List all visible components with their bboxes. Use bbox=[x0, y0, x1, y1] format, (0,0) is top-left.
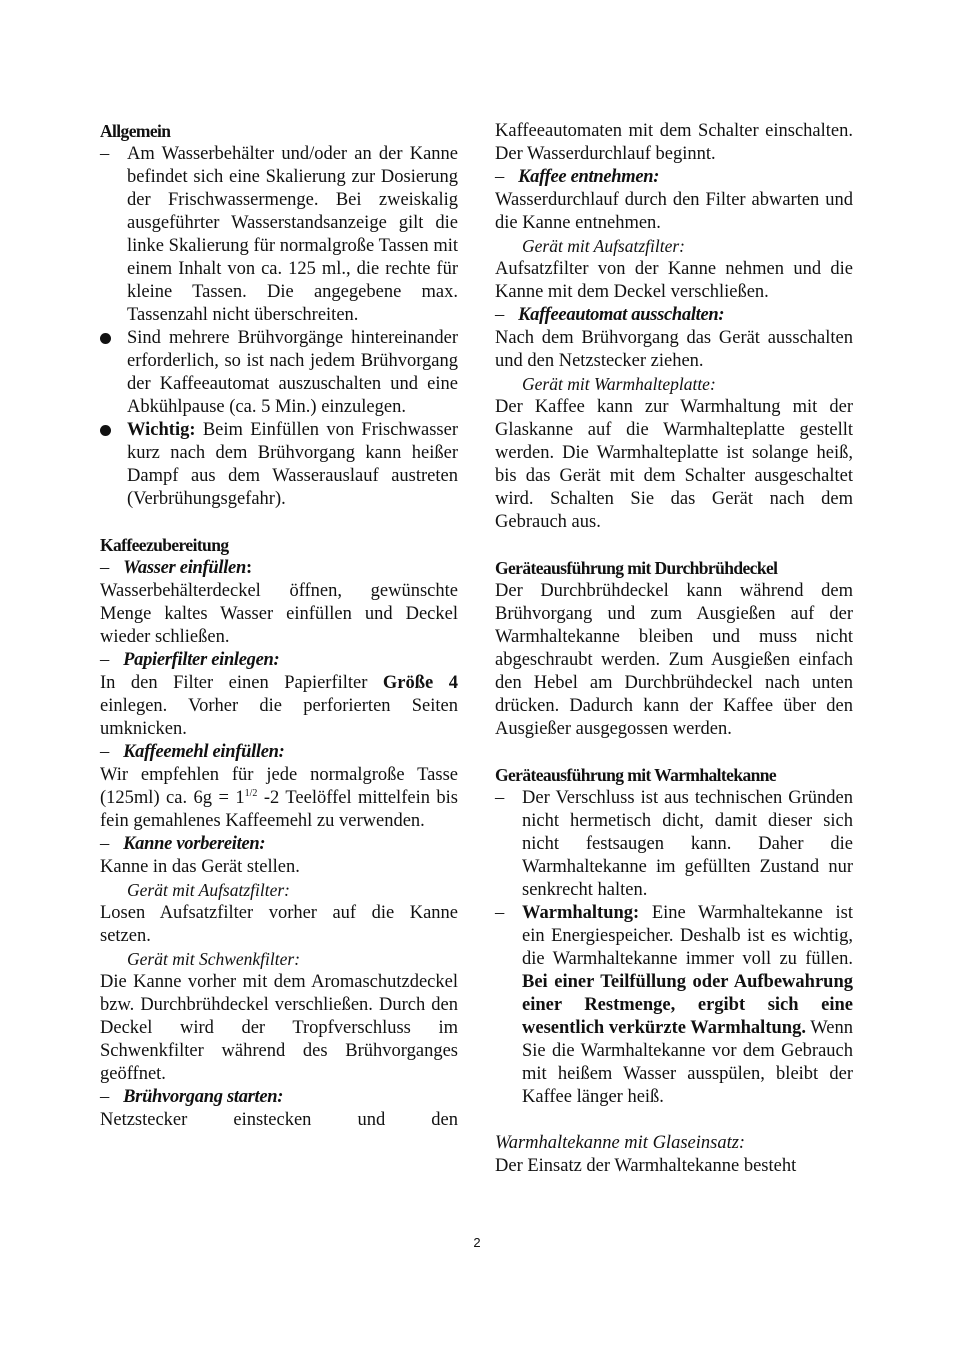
step-text: Aufsatzfilter von der Kanne nehmen und die Kanne mit dem Deckel verschließen. bbox=[495, 259, 853, 302]
variant-label: Gerät mit Aufsatzfilter: bbox=[127, 880, 291, 900]
heading-durchbruehdeckel: Geräteausführung mit Durchbrühdeckel bbox=[495, 558, 778, 578]
variant-label: Gerät mit Schwenkfilter: bbox=[127, 949, 301, 969]
step-label: – Kaffeeautomat ausschalten: bbox=[495, 305, 725, 325]
heading-warmhaltekanne: Geräteausführung mit Warmhaltekanne bbox=[495, 765, 777, 785]
list-item: – Der Verschluss ist aus technischen Gründen nicht hermetisch dicht, damit dieser sich nicht festsaugen kann. Daher die Warmhaltekanne im gefüllten Zustand nur senkrecht halten. bbox=[495, 788, 853, 900]
list-item: – Am Wasserbehälter und/oder an der Kanne befindet sich eine Skalierung zur Dosierung der Frischwassermenge. Bei zweiskalig ausgeführter Wasserstandsanzeige gilt die linke Skalierung für normalgroße Tassen mit einem Inhalt von ca. 125 ml., die rechte für kleine Tassen. Die angegebene max. Tassenzahl nicht überschreiten. bbox=[100, 144, 458, 325]
heading-allgemein: Allgemein bbox=[100, 121, 171, 141]
list-item: Sind mehrere Brühvorgänge hintereinander erforderlich, so ist nach jedem Brühvorgang der Kaffeeautomat auszuschalten und eine Abkühlpause (ca. 5 Min.) einzulegen. bbox=[100, 327, 458, 419]
bullet-icon bbox=[100, 327, 120, 351]
step-text: Die Kanne vorher mit dem Aromaschutzdeckel bzw. Durchbrühdeckel verschließen. Durch den Deckel wird der Tropfverschluss im Schwenkfilter während des Brühvorganges geöffnet. bbox=[100, 972, 458, 1084]
step-label: – Kaffeemehl einfüllen: bbox=[100, 742, 285, 762]
list-item: – Warmhaltung: Eine Warmhaltekanne ist ein Energiespeicher. Deshalb ist es wichtig, die Warmhaltekanne immer voll zu füllen. Bei einer Teilfüllung oder Aufbewahrung einer Restmenge, ergibt sich eine wesentlich verkürzte Warmhaltung. Wenn Sie die Warmhaltekanne vor dem Gebrauch mit heißem Wasser ausspülen, bleibt der Kaffee länger heiß. bbox=[495, 903, 853, 1107]
section-text: Der Durchbrühdeckel kann während dem Brühvorgang und zum Ausgießen auf der Warmhaltekanne bleiben und muss nicht abgeschraubt werden. Zum Ausgießen einfach den Hebel am Durchbrühdeckel nach unten drücken. Dadurch kann der Kaffee über den Ausgießer ausgegossen werden. bbox=[495, 581, 853, 739]
variant-label: Gerät mit Aufsatzfilter: bbox=[522, 236, 686, 256]
step-label: – Brühvorgang starten: bbox=[100, 1087, 284, 1107]
step-text: Wasserdurchlauf durch den Filter abwarten und die Kanne entnehmen. bbox=[495, 190, 853, 233]
list-item: Wichtig: Beim Einfüllen von Frischwasser kurz nach dem Brühvorgang kann heißer Dampf aus dem Wasserauslauf austreten (Verbrühungsgefahr). bbox=[100, 419, 458, 511]
step-label: – Kaffee entnehmen: bbox=[495, 167, 660, 187]
variant-label: Warmhaltekanne mit Glaseinsatz: bbox=[495, 1133, 746, 1153]
step-text: Der Kaffee kann zur Warmhaltung mit der Glaskanne auf die Warmhalteplatte gestellt werden. Die Warmhalteplatte ist solange heiß, bis das Gerät mit dem Schalter ausgeschaltet wird. Schalten Sie das Gerät nach dem Gebrauch aus. bbox=[495, 397, 853, 532]
step-text: Kaffeeautomaten mit dem Schalter einschalten. Der Wasserdurchlauf beginnt. bbox=[495, 121, 853, 164]
step-text: In den Filter einen Papierfilter Größe 4 einlegen. Vorher die perforierten Seiten umknicken. bbox=[100, 673, 458, 739]
step-label: – Wasser einfüllen: bbox=[100, 558, 253, 578]
bullet-icon bbox=[100, 419, 120, 443]
step-text: Losen Aufsatzfilter vorher auf die Kanne setzen. bbox=[100, 903, 458, 946]
step-text: Der Einsatz der Warmhaltekanne besteht bbox=[495, 1156, 797, 1176]
right-column bbox=[495, 120, 853, 1178]
step-label: – Papierfilter einlegen: bbox=[100, 650, 280, 670]
variant-label: Gerät mit Warmhalteplatte: bbox=[522, 374, 716, 394]
step-label: – Kanne vorbereiten: bbox=[100, 834, 266, 854]
left-column bbox=[100, 120, 458, 1132]
page-number: 2 bbox=[473, 1235, 481, 1250]
step-text: Wir empfehlen für jede normalgroße Tasse (125ml) ca. $6g = 1^{1/2}$ -2 Teelöffel mittelfein bis fein gemahlenes Kaffeemehl zu verwenden. bbox=[100, 765, 458, 831]
step-text: Wasserbehälterdeckel öffnen, gewünschte Menge kaltes Wasser einfüllen und Deckel wieder schließen. bbox=[100, 581, 458, 647]
heading-kaffeezubereitung: Kaffeezubereitung bbox=[100, 535, 229, 555]
step-text: Kanne in das Gerät stellen. bbox=[100, 857, 300, 877]
step-text: Nach dem Brühvorgang das Gerät ausschalten und den Netzstecker ziehen. bbox=[495, 328, 853, 371]
step-text: Netzstecker einstecken und den bbox=[100, 1110, 458, 1130]
dash-marker: – bbox=[100, 144, 110, 164]
